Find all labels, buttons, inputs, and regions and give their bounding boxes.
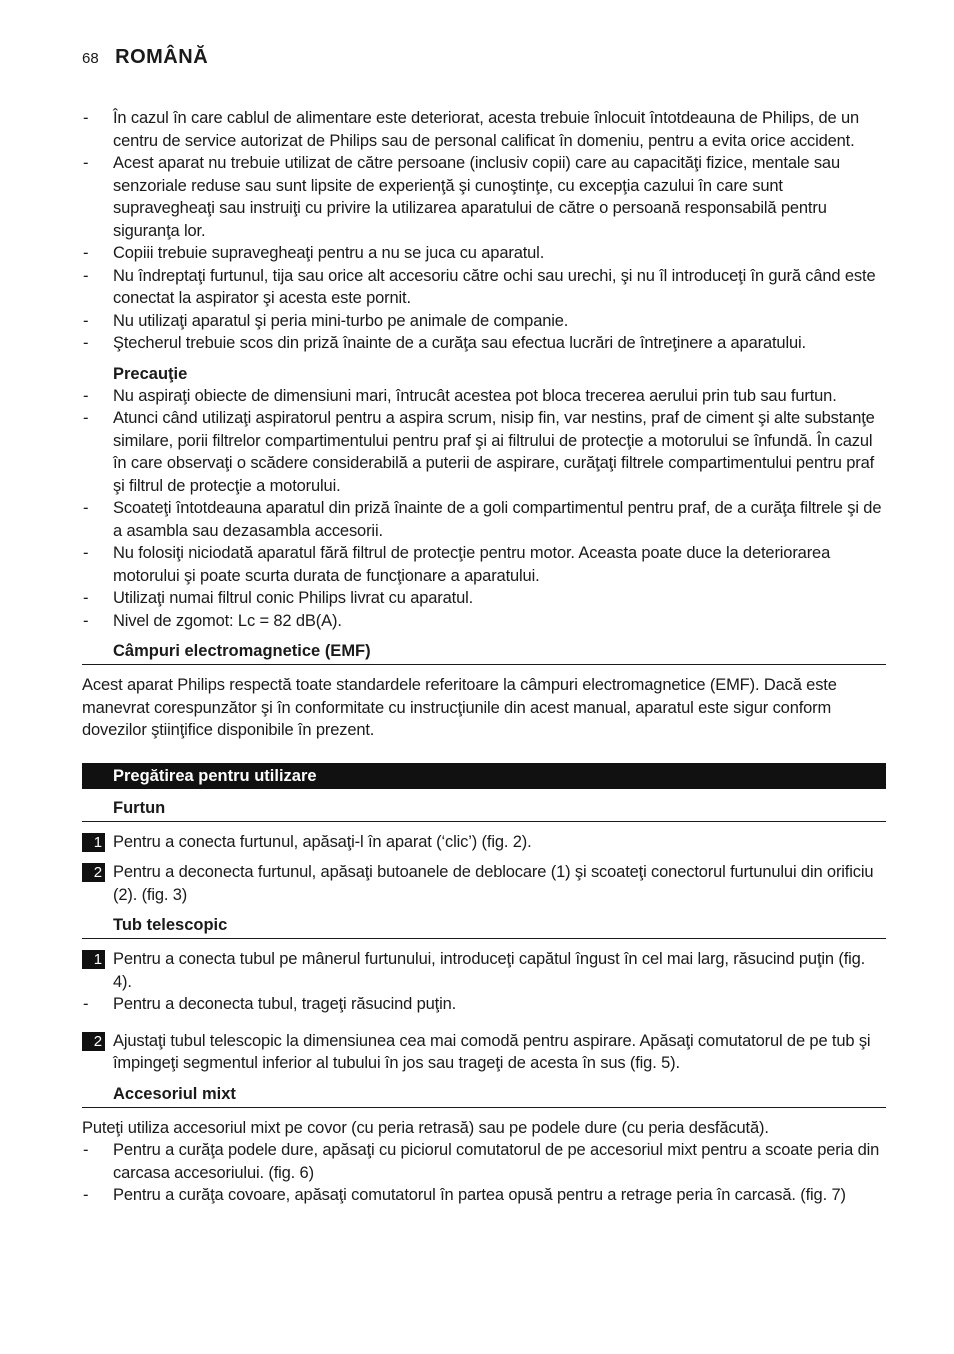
language-title: ROMÂNĂ [115,46,209,68]
page-number: 68 [82,50,99,67]
page-header [82,46,208,69]
emf-heading: Câmpuri electromagnetice (EMF) [82,640,886,665]
step-text: Pentru a conecta tubul pe mânerul furtunului, introduceţi capătul îngust în cel mai larg, răsucind puţin (fig. 4). [113,950,866,991]
tube-step-2 [82,1030,886,1075]
list-item: - Nu utilizaţi aparatul şi peria mini-turbo pe animale de companie. [82,310,886,333]
list-item: - Scoateţi întotdeauna aparatul din priză înainte de a goli compartimentul pentru praf, de a curăţa filtrele şi de a asambla sau dezasambla accesorii. [82,497,886,542]
list-item: - Nu folosiţi niciodată aparatul fără filtrul de protecţie pentru motor. Aceasta poate duce la deteriorarea motorului şi poate scurta durata de funcţionare a aparatului. [82,542,886,587]
list-item: - Pentru a curăţa podele dure, apăsaţi cu piciorul comutatorul de pe accesoriul mixt pentru a scoate peria din carcasa accesoriului. (fig. 6) [82,1139,886,1184]
step-number: 1 [82,950,105,969]
emf-paragraph: Acest aparat Philips respectă toate standardele referitoare la câmpuri electromagnetice (EMF). Dacă este manevrat corespunzător şi în conformitate cu instrucţiunile din acest manual, aparatul este sigur conform dovezilor ştiinţifice disponibile în prezent. [82,676,837,739]
hose-step-1 [82,831,886,854]
list-item: - Nu aspiraţi obiecte de dimensiuni mari, întrucât acestea pot bloca trecerea aerului prin tub sau furtun. [82,385,886,408]
step-number: 1 [82,833,105,852]
list-item: - Ştecherul trebuie scos din priză înainte de a curăţa sau efectua lucrări de întreţinere a aparatului. [82,332,886,355]
list-item: - Atunci când utilizaţi aspiratorul pentru a aspira scrum, nisip fin, var nestins, praf de ciment şi alte substanţe similare, porii filtrelor compartimentului pentru praf şi ai filtrului de protecţie a motorului se înfundă. În cazul în care observaţi o scădere considerabilă a puterii de aspirare, curăţaţi filtrele compartimentului pentru praf şi filtrul de protecţie a motorului. [82,407,886,497]
tube-step-1 [82,948,886,993]
combi-heading: Accesoriul mixt [82,1083,886,1108]
step-text: Ajustaţi tubul telescopic la dimensiunea cea mai comodă pentru aspirare. Apăsaţi comutatorul de pe tub şi împingeţi segmentul inferior al tubului în jos sau trageţi de acesta în sus (fig. 5). [113,1031,871,1072]
hose-step-2 [82,861,886,906]
list-item: - Acest aparat nu trebuie utilizat de către persoane (inclusiv copii) care au capacităţi fizice, mentale sau senzoriale reduse sau sunt lipsite de experienţă şi cunoştinţe, cu excepţia cazului în care sunt supravegheaţi sau instruiţi cu privire la utilizarea aparatului de către o persoană responsabilă pentru siguranţa lor. [82,152,886,242]
step-number: 2 [82,863,105,882]
list-item: - Pentru a curăţa covoare, apăsaţi comutatorul în partea opusă pentru a retrage peria în carcasă. (fig. 7) [82,1184,886,1207]
list-item: - Nu îndreptaţi furtunul, tija sau orice alt accesoriu către ochi sau urechi, şi nu îl introduceţi în gură când este conectat la aspirator şi acesta este pornit. [82,265,886,310]
tube-heading: Tub telescopic [82,914,886,939]
step-number: 2 [82,1032,105,1051]
list-item: - Utilizaţi numai filtrul conic Philips livrat cu aparatul. [82,587,886,610]
list-item: - Copiii trebuie supravegheaţi pentru a nu se juca cu aparatul. [82,242,886,265]
list-item: - În cazul în care cablul de alimentare este deteriorat, acesta trebuie înlocuit întotdeauna de Philips, de un centru de service autorizat de Philips sau de personal calificat în domeniu, pentru a evita orice accident. [82,107,886,152]
hose-heading: Furtun [82,797,886,822]
caution-heading: Precauţie [113,364,188,383]
preparing-section-heading: Pregătirea pentru utilizare [82,763,886,789]
list-item: - Nivel de zgomot: Lc = 82 dB(A). [82,610,886,633]
combi-list [82,1139,886,1207]
step-text: Pentru a deconecta furtunul, apăsaţi butoanele de deblocare (1) şi scoateţi conectorul furtunului din orificiu (2). (fig. 3) [113,863,874,904]
page-content [82,107,886,1207]
step-text: Pentru a conecta furtunul, apăsaţi-l în aparat (‘clic’) (fig. 2). [113,832,532,851]
combi-intro: Puteţi utiliza accesoriul mixt pe covor (cu peria retrasă) sau pe podele dure (cu peria desfăcută). [82,1118,769,1137]
caution-list [82,385,886,633]
warning-list [82,107,886,355]
tube-note: - Pentru a deconecta tubul, trageţi răsucind puţin. [82,993,886,1016]
